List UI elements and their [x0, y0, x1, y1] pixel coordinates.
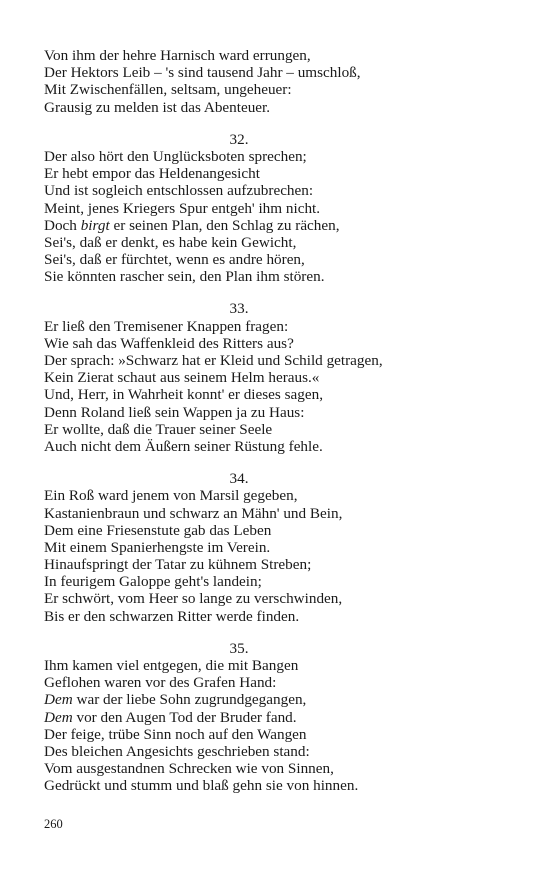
verse-line: Hinaufspringt der Tatar zu kühnem Streben;	[44, 556, 312, 574]
verse-line: Der sprach: »Schwarz hat er Kleid und Schild getragen,	[44, 352, 383, 369]
verse-line: Auch nicht dem Äußern seiner Rüstung fehle.	[44, 437, 323, 455]
stanza-number: 34.	[229, 470, 249, 488]
page-number: 260	[44, 817, 63, 831]
verse-line: Sie könnten rascher sein, den Plan ihm stören.	[44, 268, 325, 286]
verse-line: Und ist sogleich entschlossen aufzubrechen:	[44, 182, 314, 200]
italic-emphasis: birgt	[80, 216, 110, 234]
verse-line: Geflohen waren vor des Grafen Hand:	[44, 674, 277, 692]
stanza-33	[44, 300, 514, 455]
stanza-34	[44, 470, 514, 625]
verse-line: Er ließ den Tremisener Knappen fragen:	[44, 317, 289, 335]
verse-line: Er hebt empor das Heldenangesicht	[44, 165, 260, 183]
verse-line: Kein Zierat schaut aus seinem Helm heraus.«	[44, 369, 320, 387]
verse-line: Dem eine Friesenstute gab das Leben	[44, 521, 272, 539]
verse-line: Ein Roß ward jenem von Marsil gegeben,	[44, 487, 298, 505]
verse-line: Sei's, daß er fürchtet, wenn es andre hören,	[44, 251, 305, 269]
verse-line: Meint, jenes Kriegers Spur entgeh' ihm nicht.	[44, 199, 321, 217]
verse-line: Er schwört, vom Heer so lange zu verschwinden,	[44, 590, 343, 608]
verse-line: Denn Roland ließ sein Wappen ja zu Haus:	[44, 403, 305, 421]
italic-emphasis: Dem	[44, 708, 73, 726]
verse-line: Mit einem Spanierhengste im Verein.	[44, 538, 271, 556]
verse-line: Sei's, daß er denkt, es habe kein Gewicht,	[44, 233, 297, 251]
verse-line: Vom ausgestandnen Schrecken wie von Sinnen,	[44, 760, 334, 778]
stanza-31-continuation	[44, 47, 514, 116]
verse-line: Wie sah das Waffenkleid des Ritters aus?	[44, 334, 294, 352]
stanza-32	[44, 131, 514, 286]
verse-line: Dem war der liebe Sohn zugrundgegangen,	[44, 691, 307, 709]
verse-line: Des bleichen Angesichts geschrieben stand:	[44, 742, 310, 760]
verse-line: Ihm kamen viel entgegen, die mit Bangen	[44, 657, 299, 674]
stanza-number: 33.	[229, 300, 249, 318]
stanza-number: 32.	[229, 130, 249, 148]
verse-line: Mit Zwischenfällen, seltsam, ungeheuer:	[44, 81, 292, 99]
verse-line: Bis er den schwarzen Ritter werde finden.	[44, 607, 300, 625]
stanza-number: 35.	[229, 639, 249, 657]
verse-line: Dem vor den Augen Tod der Bruder fand.	[44, 708, 297, 726]
verse-line: Doch birgt er seinen Plan, den Schlag zu rächen,	[44, 216, 340, 234]
verse-line: Der Hektors Leib – 's sind tausend Jahr – umschloß,	[44, 64, 361, 82]
stanza-35	[44, 640, 514, 795]
verse-line: In feurigem Galoppe geht's landein;	[44, 573, 262, 591]
verse-line: Er wollte, daß die Trauer seiner Seele	[44, 420, 273, 438]
verse-line: Der feige, trübe Sinn noch auf den Wangen	[44, 725, 307, 743]
verse-line: Von ihm der hehre Harnisch ward errungen,	[44, 47, 311, 64]
verse-line: Kastanienbraun und schwarz an Mähn' und Bein,	[44, 504, 343, 522]
verse-line: Grausig zu melden ist das Abenteuer.	[44, 98, 271, 116]
verse-line: Und, Herr, in Wahrheit konnt' er dieses sagen,	[44, 386, 323, 404]
poem-page	[44, 47, 514, 795]
verse-line: Gedrückt und stumm und blaß gehn sie von hinnen.	[44, 777, 359, 795]
italic-emphasis: Dem	[44, 691, 73, 709]
verse-line: Der also hört den Unglücksboten sprechen;	[44, 147, 307, 165]
